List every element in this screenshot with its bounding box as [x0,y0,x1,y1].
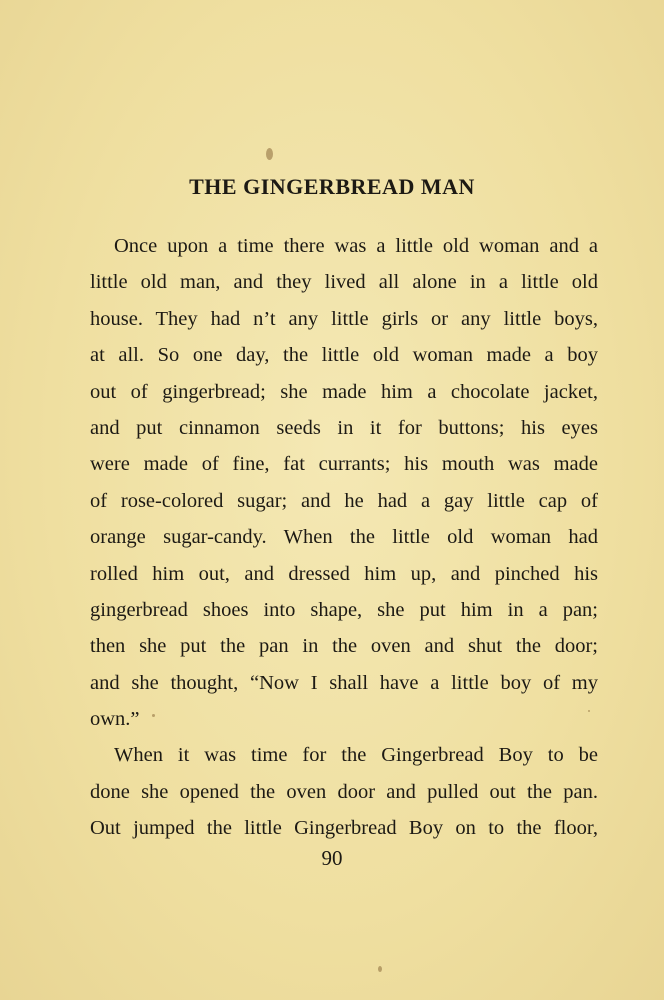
text-line: little old man, and they lived all alone in a little old [90,271,598,294]
text-line: Once upon a time there was a little old woman and a [114,235,598,257]
text-line: and she thought, “Now I shall have a little boy of my [90,671,598,694]
paragraph [90,737,598,846]
text-line: and put cinnamon seeds in it for buttons; his eyes [90,416,598,439]
text-line: out of gingerbread; she made him a chocolate jacket, [90,380,598,403]
paper-blemish [378,966,382,972]
text-line: orange sugar-candy. When the little old woman had [90,526,598,549]
paper-blemish [266,148,273,160]
text-line: of rose-colored sugar; and he had a gay little cap of [90,489,598,512]
text-line: at all. So one day, the little old woman made a boy [90,344,598,367]
text-line: were made of fine, fat currants; his mouth was made [90,453,598,476]
text-line: rolled him out, and dressed him up, and pinched his [90,562,598,585]
text-line: house. They had n’t any little girls or any little boys, [90,307,598,330]
text-line: Out jumped the little Gingerbread Boy on to the floor, [90,817,598,840]
paragraph [90,228,598,737]
page-number: 90 [321,846,343,870]
text-line: own.” [90,708,140,731]
chapter-title: THE GINGERBREAD MAN [189,174,475,199]
body-text [90,228,598,847]
text-line: done she opened the oven door and pulled out the pan. [90,780,598,803]
text-line: gingerbread shoes into shape, she put him in a pan; [90,598,598,621]
text-line: When it was time for the Gingerbread Boy to be [114,744,598,767]
text-line: then she put the pan in the oven and shut the door; [90,635,598,658]
